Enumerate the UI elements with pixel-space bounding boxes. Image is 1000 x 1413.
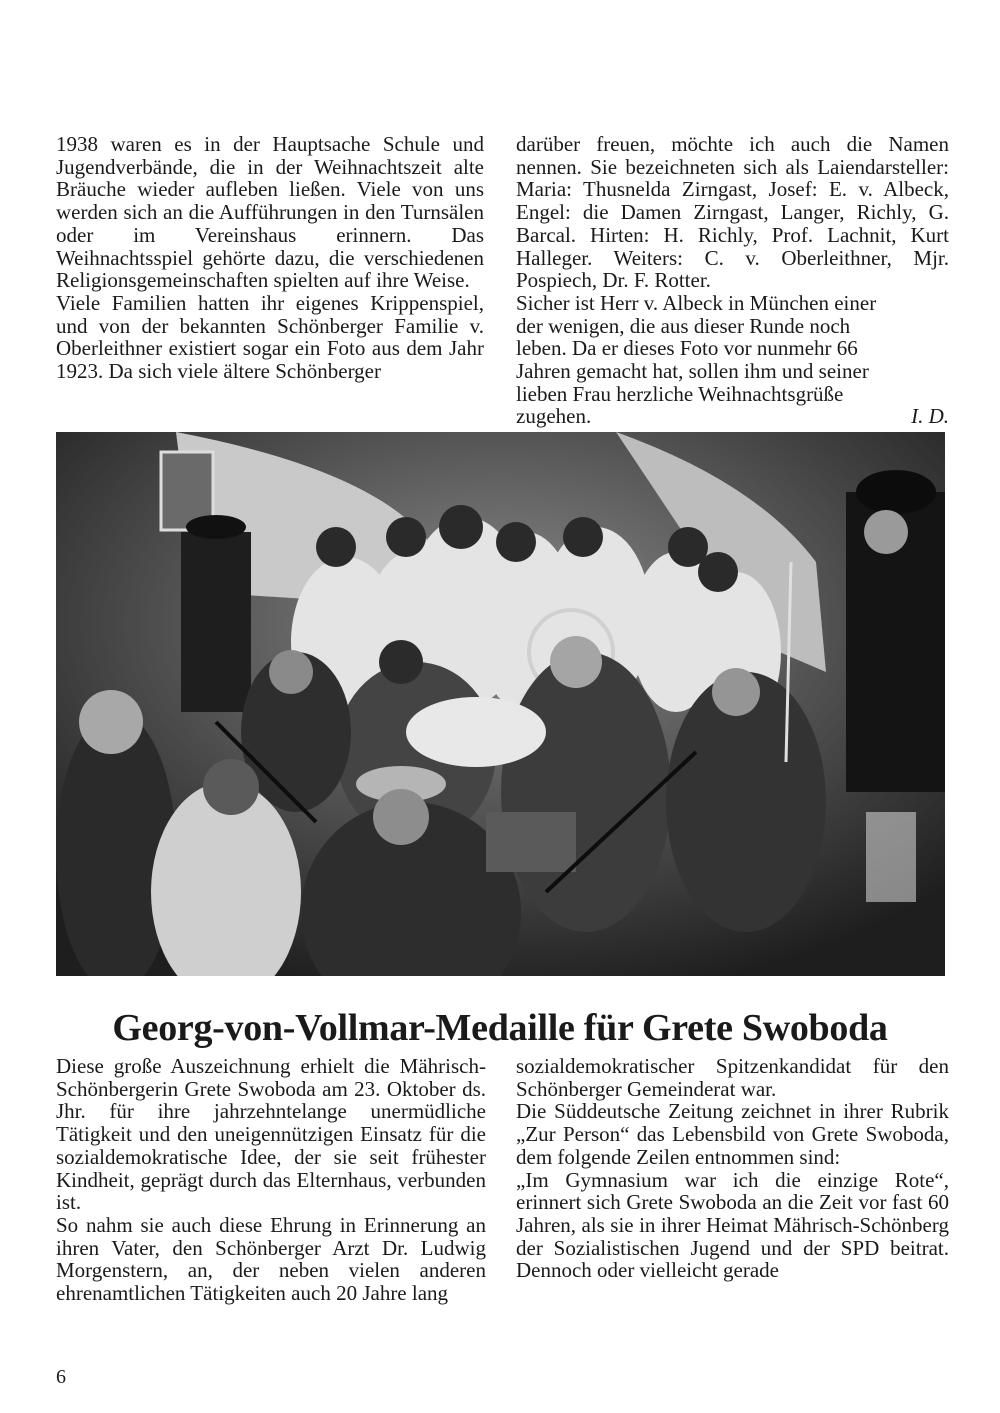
article1-paragraph: 1938 waren es in der Hauptsache Schule und Jugendverbände, die in der Weihnachtszeit alte Bräuche wieder aufleben ließen. Viele von uns werden sich an die Aufführungen in den Turnsälen oder im Vereinshaus erinnern. Das Weihnachtsspiel gehörte dazu, die verschiedenen Religionsgemeinschaften spielten auf ihre Weise. bbox=[56, 132, 484, 293]
article1-right-column bbox=[516, 133, 949, 428]
article2-left-column bbox=[56, 1055, 486, 1305]
nativity-play-photo bbox=[56, 432, 945, 976]
article1-paragraph: Viele Familien hatten ihr eigenes Krippenspiel, und von der bekannten Schönberger Familie v. Oberleithner existiert sogar ein Foto aus dem Jahr 1923. Da sich viele ältere Schönberger bbox=[56, 290, 484, 384]
article2-paragraph: Die Süddeutsche Zeitung zeichnet in ihrer Rubrik „Zur Person“ das Lebensbild von Grete Swoboda, dem folgende Zeilen entnommen sind: bbox=[516, 1099, 949, 1169]
article1-left-column bbox=[56, 133, 484, 383]
article2-paragraph: Diese große Auszeichnung erhielt die Mährisch-Schönbergerin Grete Swoboda am 23. Oktober ds. Jhr. für ihre jahrzehntelange unermüdliche Tätigkeit und den uneigennützigen Einsatz für die sozialdemokratische Idee, der sie seit frühester Kindheit, geprägt durch das Elternhaus, verbunden ist. bbox=[56, 1054, 486, 1215]
article2-paragraph: sozialdemokratischer Spitzenkandidat für den Schönberger Gemeinderat war. bbox=[516, 1054, 949, 1101]
article1-paragraph: darüber freuen, möchte ich auch die Namen nennen. Sie bezeichneten sich als Laiendarsteller: Maria: Thusnelda Zirngast, Josef: E. v. Albeck, Engel: die Damen Zirngast, Langer, Richly, G. Barcal. Hirten: H. Richly, Prof. Lachnit, Kurt Halleger. Weiters: C. v. Oberleithner, Mjr. Pospiech, Dr. F. Rotter. bbox=[516, 132, 949, 293]
author-signature: I. D. bbox=[911, 404, 949, 429]
page-number: 6 bbox=[56, 1366, 66, 1388]
article2-paragraph: So nahm sie auch diese Ehrung in Erinnerung an ihren Vater, den Schönberger Arzt Dr. Ludwig Morgenstern, an, der neben vielen anderen ehrenamtlichen Tätigkeiten auch 20 Jahre lang bbox=[56, 1212, 486, 1306]
article2-headline: Georg-von-Vollmar-Medaille für Grete Swoboda bbox=[112, 1007, 888, 1049]
article1-paragraph: Sicher ist Herr v. Albeck in München einer der wenigen, die aus dieser Runde noch leben. Da er dieses Foto vor nunmehr 66 Jahren gemacht hat, sollen ihm und seiner lieben Frau herzliche Weihnachtsgrüße zugehen. bbox=[516, 290, 877, 429]
nativity-play-group-photo-icon bbox=[56, 432, 945, 976]
article2-right-column bbox=[516, 1055, 949, 1282]
article2-paragraph: „Im Gymnasium war ich die einzige Rote“, erinnert sich Grete Swoboda an die Zeit vor fast 60 Jahren, als sie in ihrer Heimat Mährisch-Schönberg der Sozialistischen Jugend und der SPD beitrat. Dennoch oder vielleicht gerade bbox=[516, 1167, 949, 1283]
